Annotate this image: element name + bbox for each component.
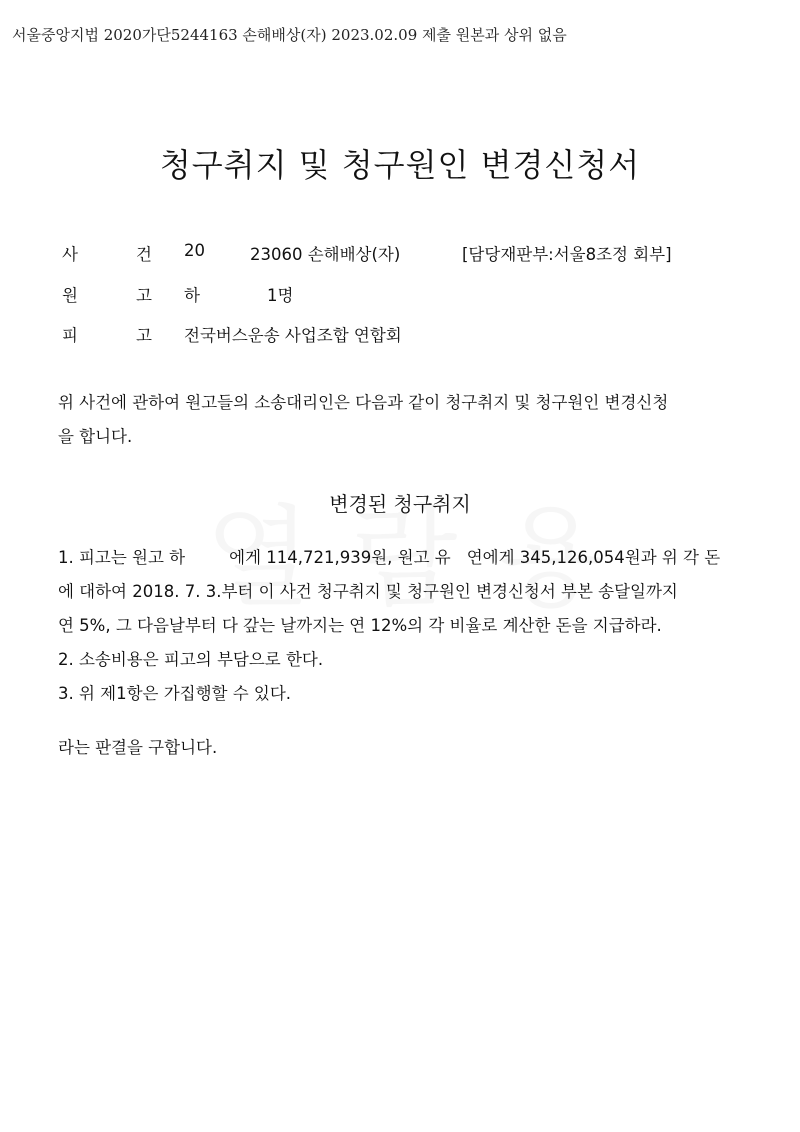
intro-line-1: 위 사건에 관하여 원고들의 소송대리인은 다음과 같이 청구취지 및 청구원인 변경신청 — [58, 393, 669, 412]
intro-paragraph — [58, 386, 748, 454]
document-header-stamp: 서울중앙지법 2020가단5244163 손해배상(자) 2023.02.09 제출 원본과 상위 없음 — [12, 26, 567, 44]
case-label-char-2: 건 — [136, 245, 152, 264]
case-number-main: 23060 손해배상(자) — [250, 245, 401, 264]
plaintiff-count: 1명 — [267, 286, 294, 305]
claim-1-line-2: 에 대하여 2018. 7. 3.부터 이 사건 청구취지 및 청구원인 변경신청서 부본 송달일까지 — [58, 582, 678, 601]
plaintiff-label-char-1: 원 — [62, 286, 78, 305]
document-title: 청구취지 및 청구원인 변경신청서 — [159, 146, 641, 184]
claims-list — [58, 541, 748, 711]
case-number-prefix: 20 — [184, 241, 205, 260]
plaintiff-label-char-2: 고 — [136, 286, 152, 305]
intro-line-2: 을 합니다. — [58, 427, 133, 446]
claim-1-line-1 — [58, 541, 748, 575]
defendant-name: 전국버스운송 사업조합 연합회 — [184, 326, 402, 345]
claim-3: 3. 위 제1항은 가집행할 수 있다. — [58, 684, 292, 703]
claim-2: 2. 소송비용은 피고의 부담으로 한다. — [58, 650, 324, 669]
closing-sentence: 라는 판결을 구합니다. — [58, 738, 218, 757]
case-label-char-1: 사 — [62, 245, 78, 264]
claim-1-line-3: 연 5%, 그 다음날부터 다 갚는 날까지는 연 12%의 각 비율로 계산한 돈을 지급하라. — [58, 616, 662, 635]
claim-1-part-b: 에게 114,721,939원, 원고 유 — [229, 548, 451, 567]
claim-1-part-c: 연에게 345,126,054원과 위 각 돈 — [466, 548, 721, 567]
plaintiff-name: 하 — [184, 286, 200, 305]
defendant-label-char-2: 고 — [136, 326, 152, 345]
section-title: 변경된 청구취지 — [329, 492, 471, 516]
claim-1-part-a: 1. 피고는 원고 하 — [58, 548, 186, 567]
defendant-label-char-1: 피 — [62, 326, 78, 345]
court-division: [담당재판부:서울8조정 회부] — [462, 245, 672, 264]
